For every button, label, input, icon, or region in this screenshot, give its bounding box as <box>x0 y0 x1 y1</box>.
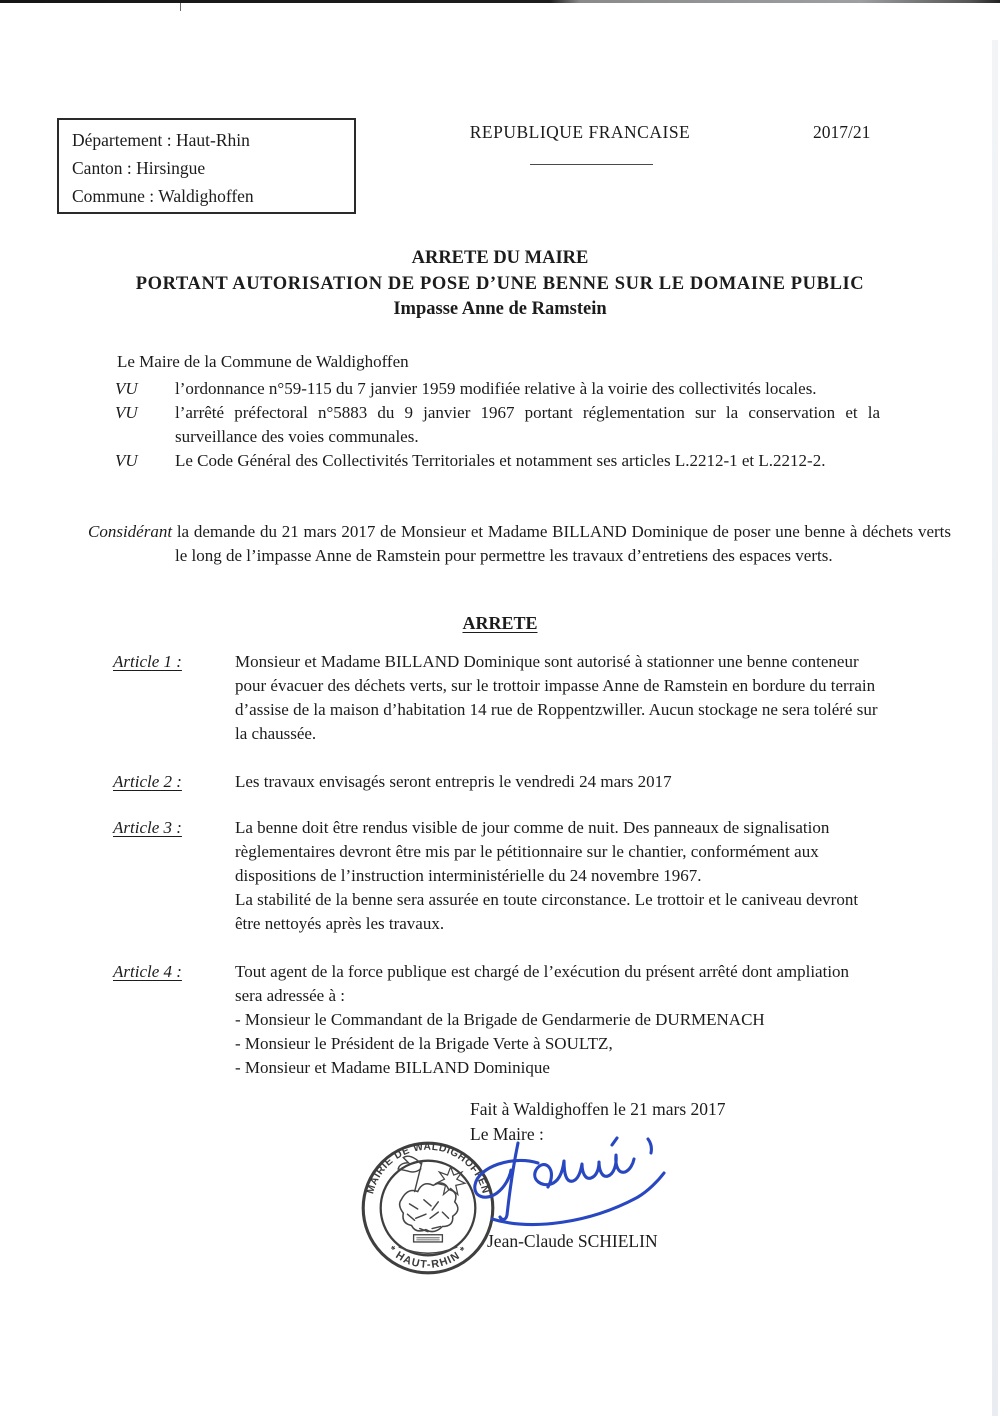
article-1 <box>113 650 880 746</box>
article-1-label: Article 1 : <box>113 652 182 671</box>
article-3-paragraph: La stabilité de la benne sera assurée en toute circonstance. Le trottoir et le caniveau devront être nettoyés après les travaux. <box>235 890 859 933</box>
article-3-body <box>235 816 880 936</box>
article-4-label: Article 4 : <box>113 962 182 981</box>
article-2-label: Article 2 : <box>113 772 182 791</box>
article-3-label: Article 3 : <box>113 818 182 837</box>
vu-text: Le Code Général des Collectivités Territoriales et notamment ses articles L.2212-1 et L.2212-2. <box>175 451 826 470</box>
place-and-date-line: Fait à Waldighoffen le 21 mars 2017 <box>470 1099 726 1119</box>
article-4 <box>113 960 880 1080</box>
signer-name: Jean-Claude SCHIELIN <box>487 1231 658 1251</box>
article-2-body <box>235 770 880 794</box>
scan-tick-artifact <box>180 3 181 11</box>
title-line-1: ARRETE DU MAIRE <box>411 248 589 268</box>
vu-item <box>115 449 880 473</box>
considerant-text: la demande du 21 mars 2017 de Monsieur et Madame BILLAND Dominique de poser une benne à déchets verts le long de l’impasse Anne de Ramstein pour permettre les travaux d’entretiens des espaces verts. <box>172 522 951 565</box>
articles-section <box>113 650 880 1104</box>
article-4-body <box>235 960 880 1080</box>
article-4-list-item: - Monsieur le Commandant de la Brigade de Gendarmerie de DURMENACH <box>235 1010 765 1029</box>
vu-list <box>115 377 880 473</box>
vu-label: VU <box>115 403 138 422</box>
preamble-intro: Le Maire de la Commune de Waldighoffen <box>117 352 409 371</box>
department-info-box <box>57 118 356 214</box>
department-line: Département : Haut-Rhin <box>72 130 250 150</box>
canton-line: Canton : Hirsingue <box>72 158 206 178</box>
arrete-heading: ARRETE <box>462 613 538 633</box>
title-line-2: PORTANT AUTORISATION DE POSE D’UNE BENNE SUR LE DOMAINE PUBLIC <box>135 273 865 294</box>
vu-text: l’arrêté préfectoral n°5883 du 9 janvier 1967 portant réglementation sur la conservation et la surveillance des voies communales. <box>175 403 880 446</box>
signer-title-line: Le Maire : <box>470 1124 544 1144</box>
considerant-paragraph <box>88 520 951 568</box>
signature-ink <box>452 1123 688 1241</box>
article-4-list-item: - Monsieur et Madame BILLAND Dominique <box>235 1058 550 1077</box>
article-1-body <box>235 650 880 746</box>
article-2 <box>113 770 880 794</box>
document-reference-number: 2017/21 <box>813 122 871 142</box>
article-2-paragraph: Les travaux envisagés seront entrepris le vendredi 24 mars 2017 <box>235 772 672 791</box>
document-title <box>0 246 1000 323</box>
title-line-3: Impasse Anne de Ramstein <box>393 299 607 319</box>
vu-label: VU <box>115 451 138 470</box>
commune-line: Commune : Waldighoffen <box>72 186 254 206</box>
considerant-label: Considérant <box>88 522 173 541</box>
article-4-paragraph: Tout agent de la force publique est chargé de l’exécution du présent arrêté dont ampliation sera adressée à : <box>235 962 850 1005</box>
article-1-paragraph: Monsieur et Madame BILLAND Dominique sont autorisé à stationner une benne conteneur pour évacuer des déchets verts, sur le trottoir impasse Anne de Ramstein en bordure du terrain d’assise de la maison d’habitation 14 rue de Roppentzwiller. Aucun stockage ne sera toléré sur la chaussée. <box>235 652 878 743</box>
vu-item <box>115 377 880 401</box>
article-4-list-item: - Monsieur le Président de la Brigade Verte à SOULTZ, <box>235 1034 613 1053</box>
article-3-paragraph: La benne doit être rendus visible de jour comme de nuit. Des panneaux de signalisation règlementaires devront être mis par le pétitionnaire sur le chantier, conformément aux dispositions de l’instruction interministérielle du 24 novembre 1967. <box>235 818 830 885</box>
scan-edge-artifact-top <box>0 0 1000 3</box>
header-divider-rule <box>530 164 653 165</box>
republic-heading: REPUBLIQUE FRANCAISE <box>469 122 691 142</box>
vu-text: l’ordonnance n°59-115 du 7 janvier 1959 modifiée relative à la voirie des collectivités locales. <box>175 379 817 398</box>
article-3 <box>113 816 880 936</box>
stamp-bottom-text: * HAUT-RHIN * <box>385 1243 471 1271</box>
stamp-top-text: MAIRIE DE WALDIGHOFFEN <box>365 1141 491 1196</box>
vu-label: VU <box>115 379 138 398</box>
vu-item <box>115 401 880 449</box>
